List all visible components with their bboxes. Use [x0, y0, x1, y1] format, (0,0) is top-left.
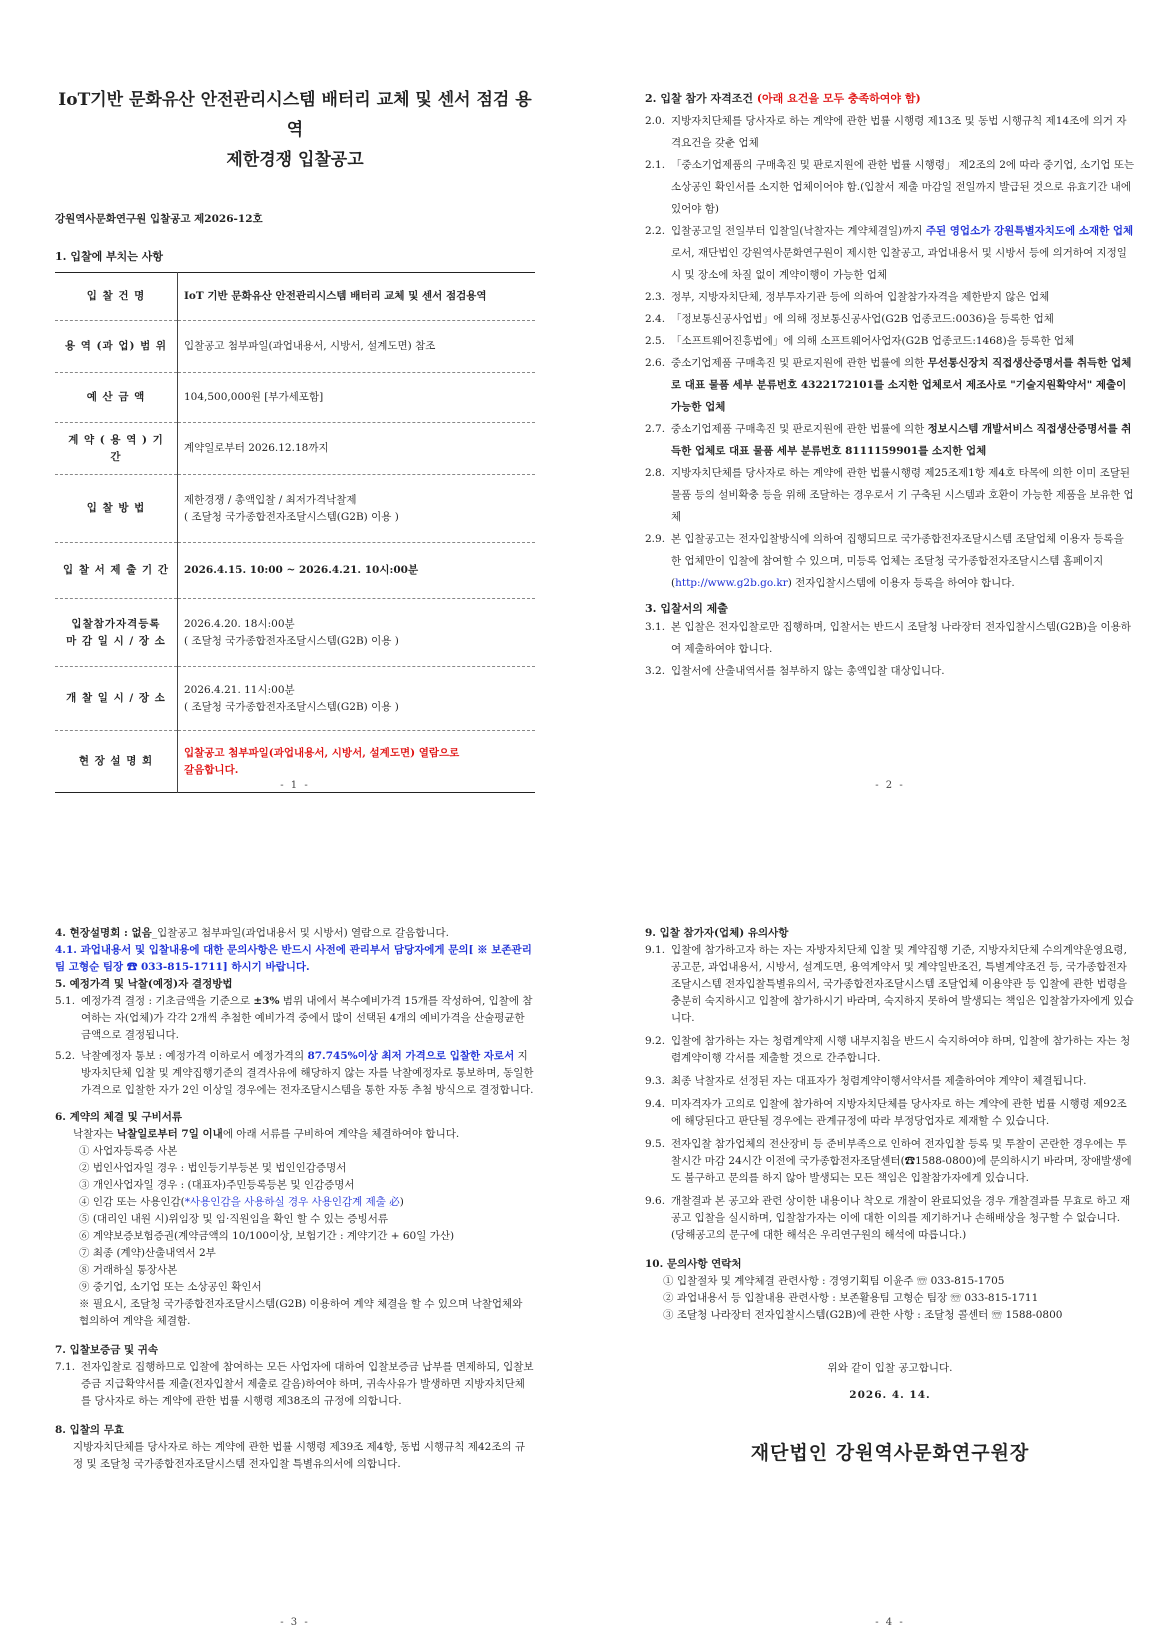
bid-info-table [55, 272, 535, 793]
table-row [55, 543, 535, 599]
section-2-heading [645, 90, 1135, 106]
list-item: 2.0. 지방자치단체를 당사자로 하는 계약에 관한 법률 시행령 제13조 및 동법 시행규칙 제14조에 의거 자격요건을 갖춘 업체 [645, 115, 1127, 149]
table-row [55, 373, 535, 423]
section-4-1: 4.1. 과업내용서 및 입찰내용에 대한 문의사항은 반드시 사전에 관리부서 담당자에게 문의[ ※ 보존관리팀 고형순 팀장 ☎ 033-815-1711] 하시기 바랍니다. [55, 944, 532, 973]
notice-title-line2: 제한경쟁 입찰공고 [226, 150, 364, 170]
list-item: 9.6. 개찰결과 본 공고와 관련 상이한 내용이나 착오로 개찰이 완료되었을 경우 개찰결과를 무효로 하고 재공고 입찰을 실시하며, 입찰참가자는 이에 대한 이의를 제기하거나 손해배상을 청구할 수 없습니다. (당해공고의 문구에 대한 해석은 우리연구원의 해석에 따릅니다.) [645, 1195, 1131, 1241]
section-3-heading: 3. 입찰서의 제출 [645, 602, 728, 615]
table-label: 입찰참가자격등록 마 감 일 시 / 장 소 [55, 599, 178, 667]
list-item: ① 입찰절차 및 계약체결 관련사항 : 경영기획팀 이윤주 ☏ 033-815-1705 [663, 1275, 1005, 1287]
table-label: 현 장 설 명 회 [55, 731, 178, 793]
page-1 [55, 85, 535, 805]
list-item: 2.7. 중소기업제품 구매촉진 및 판로지원에 관한 법률에 의한 정보시스템 개발서비스 직접생산증명서를 취득한 업체로 대표 물품 세부 분류번호 8111159901를 소지한 업체 [645, 423, 1132, 457]
section-2-title: 2. 입찰 참가 자격조건 [645, 92, 753, 105]
section-6-intro: 낙찰자는 낙찰일로부터 7일 이내에 아래 서류를 구비하여 계약을 체결하여야 합니다. [73, 1128, 460, 1140]
notice-title-line1: IoT기반 문화유산 안전관리시스템 배터리 교체 및 센서 점검 용역 [58, 90, 532, 140]
list-item: ③ 개인사업자일 경우 : (대표자)주민등록등본 및 인감증명서 [79, 1179, 355, 1191]
list-item: 2.2. 입찰공고일 전일부터 입찰일(낙찰자는 계약체결일)까지 주된 영업소가 강원특별자치도에 소재한 업체로서, 재단법인 강원역사문화연구원이 제시한 입찰공고, 과업내용서 및 시방서 등에 의거하여 지정일시 및 장소에 차질 없이 계약이행이 가능한 업체 [645, 225, 1134, 281]
table-label: 입 찰 건 명 [55, 273, 178, 321]
table-value: 입찰공고 첨부파일(과업내용서, 시방서, 설계도면) 참조 [178, 321, 536, 373]
list-item: ⑦ 최종 (계약)산출내역서 2부 [79, 1247, 216, 1259]
section-8-text: 지방자치단체를 당사자로 하는 계약에 관한 법률 시행령 제39조 제4항, 동법 시행규칙 제42조의 규정 및 조달청 국가종합전자조달시스템 전자입찰 특별유의서에 의합니다. [73, 1441, 526, 1470]
closing-text: 위와 같이 입찰 공고합니다. [827, 1362, 953, 1374]
list-item: ⑤ (대리인 내원 시)위임장 및 임·직원임을 확인 할 수 있는 증빙서류 [79, 1213, 388, 1225]
table-row [55, 475, 535, 543]
list-item: 2.3. 정부, 지방자치단체, 정부투자기관 등에 의하여 입찰참가자격을 제한받지 않은 업체 [645, 291, 1050, 303]
notice-number: 강원역사문화연구원 입찰공고 제2026-12호 [55, 213, 263, 225]
section-4: 4. 현장설명회 : 없음_입찰공고 첨부파일(과업내용서 및 시방서) 열람으로 갈음합니다. [55, 927, 449, 939]
list-item: ③ 조달청 나라장터 전자입찰시스템(G2B)에 관한 사항 : 조달청 콜센터 ☏ 1588-0800 [663, 1309, 1063, 1321]
page-number: - 2 - [875, 780, 905, 791]
table-value: 2026.4.21. 11시:00분 ( 조달청 국가종합전자조달시스템(G2B) 이용 ) [178, 667, 536, 731]
list-note: ※ 필요시, 조달청 국가종합전자조달시스템(G2B) 이용하여 계약 체결을 할 수 있으며 낙찰업체와 협의하여 계약을 체결함. [79, 1298, 523, 1327]
list-item: 3.1. 본 입찰은 전자입찰로만 집행하며, 입찰서는 반드시 조달청 나라장터 전자입찰시스템(G2B)을 이용하여 제출하여야 합니다. [645, 621, 1131, 655]
page-number: - 3 - [280, 1617, 310, 1628]
list-item: 2.6. 중소기업제품 구매촉진 및 판로지원에 관한 법률에 의한 무선통신장치 직접생산증명서를 취득한 업체로 대표 물품 세부 분류번호 4322172101를 소지한 업체로서 제조사로 "기술지원확약서" 제출이 가능한 업체 [645, 357, 1132, 413]
list-item: 9.5. 전자입찰 참가업체의 전산장비 등 준비부족으로 인하여 전자입찰 등록 및 투찰이 곤란한 경우에는 투찰시간 마감 24시간 이전에 국가종합전자조달센터(☎1588-0800)에 문의하시기 바라며, 장애발생에도 불구하고 문의를 하지 않아 발생되는 모든 책임은 입찰참가자에게 있습니다. [645, 1138, 1132, 1184]
table-row [55, 667, 535, 731]
list-item: ⑥ 계약보증보험증권(계약금액의 10/100이상, 보험기간 : 계약기간 + 60일 가산) [79, 1230, 455, 1242]
list-item: ⑨ 중기업, 소기업 또는 소상공인 확인서 [79, 1281, 262, 1293]
section-8-heading: 8. 입찰의 무효 [55, 1424, 124, 1436]
table-value: 2026.4.15. 10:00 ~ 2026.4.21. 10시:00분 [178, 543, 536, 599]
table-value: 104,500,000원 [부가세포함] [178, 373, 536, 423]
table-value: 입찰공고 첨부파일(과업내용서, 시방서, 설계도면) 열람으로 갈음합니다. [184, 746, 460, 776]
table-row [55, 273, 535, 321]
list-item: 7.1. 전자입찰로 집행하므로 입찰에 참여하는 모든 사업자에 대하여 입찰보증금 납부를 면제하되, 입찰보증금 지급확약서를 제출(전자입찰서 제출로 갈음)하여야 하며, 귀속사유가 발생하면 지방자치단체를 당사자로 하는 계약에 관한 법률 시행령 제38조의 규정에 의합니다. [55, 1361, 534, 1407]
table-label: 용 역 (과 업) 범 위 [55, 321, 178, 373]
list-item: 2.5. 「소프트웨어진흥법에」에 의해 소프트웨어사업자(G2B 업종코드:1468)을 등록한 업체 [645, 335, 1075, 347]
list-item: 2.8. 지방자치단체를 당사자로 하는 계약에 관한 법률시행령 제25조제1항 제4호 타목에 의한 이미 조달된 물품 등의 설비확충 등을 위해 조달하는 경우로서 기 구축된 시스템과 호환이 가능한 제품을 보유한 업체 [645, 467, 1134, 523]
list-item: 9.2. 입찰에 참가하는 자는 청렴계약제 시행 내부지침을 반드시 숙지하여야 하며, 입찰에 참가하는 자는 청렴계약이행 각서를 제출할 것으로 간주합니다. [645, 1035, 1131, 1064]
section-5-heading: 5. 예정가격 및 낙찰(예정)자 결정방법 [55, 978, 233, 990]
section-2-note: (아래 요건을 모두 충족하여야 함) [756, 92, 921, 105]
list-item: ① 사업자등록증 사본 [79, 1145, 178, 1157]
section-6-heading: 6. 계약의 체결 및 구비서류 [55, 1111, 183, 1123]
section-9-heading: 9. 입찰 참가자(업체) 유의사항 [645, 927, 789, 939]
list-item: 2.9. 본 입찰공고는 전자입찰방식에 의하여 집행되므로 국가종합전자조달시스템 조달업체 이용자 등록을 한 업체만이 입찰에 참여할 수 있으며, 미등록 업체는 조달청 국가종합전자조달시스템 홈페이지(http://www.g2b.go.kr) 전자입찰시스템에 이용자 등록을 하여야 합니다. [645, 533, 1124, 589]
g2b-link[interactable]: http://www.g2b.go.kr [675, 577, 788, 589]
list-item: 3.2. 입찰서에 산출내역서를 첨부하지 않는 총액입찰 대상입니다. [645, 665, 945, 677]
table-value: 2026.4.20. 18시:00분 ( 조달청 국가종합전자조달시스템(G2B) 이용 ) [178, 599, 536, 667]
page-number: - 4 - [875, 1617, 905, 1628]
table-label: 입 찰 방 법 [55, 475, 178, 543]
table-row [55, 423, 535, 475]
list-item: 2.1. 「중소기업제품의 구매촉진 및 판로지원에 관한 법률 시행령」 제2조의 2에 따라 중기업, 소기업 또는 소상공인 확인서를 소지한 업체이어야 함.(입찰서 제출 마감일 전일까지 발급된 것으로 유효기간 내에 있어야 함) [645, 159, 1135, 215]
list-item: 9.3. 최종 낙찰자로 선정된 자는 대표자가 청렴계약이행서약서를 제출하여야 계약이 체결됩니다. [645, 1075, 1087, 1087]
list-item: 9.4. 미자격자가 고의로 입찰에 참가하여 지방자치단체를 당사자로 하는 계약에 관한 법률 시행령 제92조에 해당된다고 판단될 경우에는 관계규정에 따라 부정당업자로 제재할 수 있습니다. [645, 1098, 1127, 1127]
list-item: 5.2. 낙찰예정자 통보 : 예정가격 이하로서 예정가격의 87.745%이상 최저 가격으로 입찰한 자로서 지방자치단체 입찰 및 계약집행기준의 결격사유에 해당하지 않는 자를 낙찰예정자로 통보하며, 동일한 가격으로 입찰한 자가 2인 이상일 경우에는 전자조달시스템을 통한 자동 추첨 방식으로 결정합니다. [55, 1050, 534, 1096]
table-row [55, 599, 535, 667]
issuer-name: 재단법인 강원역사문화연구원장 [750, 1442, 1030, 1464]
page-3 [55, 925, 535, 1628]
table-row [55, 321, 535, 373]
list-item: 5.1. 예정가격 결정 : 기초금액을 기준으로 ±3% 범위 내에서 복수예비가격 15개를 작성하여, 입찰에 참여하는 자(업체)가 각각 2개씩 추첨한 예비가격 중에서 많이 선택된 4개의 예비가격을 산술평균한 금액으로 결정됩니다. [55, 995, 533, 1041]
table-label: 계 약 ( 용 역 ) 기 간 [55, 423, 178, 475]
required-docs-list [55, 1143, 535, 1330]
list-item: ④ 인감 또는 사용인감(*사용인감을 사용하실 경우 사용인감계 제출 必) [79, 1196, 404, 1208]
list-item: ⑧ 거래하실 통장사본 [79, 1264, 178, 1276]
section-7-heading: 7. 입찰보증금 및 귀속 [55, 1344, 159, 1356]
table-value: 계약일로부터 2026.12.18까지 [178, 423, 536, 475]
contact-list [645, 1273, 1135, 1324]
list-item: ② 과업내용서 등 입찰내용 관련사항 : 보존활용팀 고형순 팀장 ☏ 033-815-1711 [663, 1292, 1039, 1304]
table-value: IoT 기반 문화유산 안전관리시스템 배터리 교체 및 센서 점검용역 [178, 273, 536, 321]
section-10-heading: 10. 문의사항 연락처 [645, 1258, 742, 1270]
list-item: ② 법인사업자일 경우 : 법인등기부등본 및 법인인감증명서 [79, 1162, 347, 1174]
page-2 [645, 90, 1135, 805]
page-4 [645, 925, 1135, 1628]
table-label: 개 찰 일 시 / 장 소 [55, 667, 178, 731]
notice-date: 2026. 4. 14. [849, 1389, 931, 1401]
table-value: 제한경쟁 / 총액입찰 / 최저가격낙찰제 ( 조달청 국가종합전자조달시스템(G2B) 이용 ) [178, 475, 536, 543]
table-label: 예 산 금 액 [55, 373, 178, 423]
section-1-heading: 1. 입찰에 부치는 사항 [55, 250, 163, 263]
page-number: - 1 - [280, 780, 310, 791]
list-item: 9.1. 입찰에 참가하고자 하는 자는 자방자치단체 입찰 및 계약집행 기준, 지방자치단체 수의계약운영요령, 공고문, 과업내용서, 시방서, 설계도면, 용역계약서 및 계약일반조건, 특별계약조건 등, 국가종합전자조달시스템 전자입찰특별유의서, 국가종합전자조달시스템 조달업체 이용약관 등 입찰에 관한 법령을 충분히 숙지하시고 입찰에 참가하시기 바라며, 숙지하지 못하여 발생되는 책임은 입찰참가자에게 있습니다. [645, 944, 1134, 1024]
table-label: 입 찰 서 제 출 기 간 [55, 543, 178, 599]
list-item: 2.4. 「정보통신공사업법」에 의해 정보통신공사업(G2B 업종코드:0036)을 등록한 업체 [645, 313, 1054, 325]
